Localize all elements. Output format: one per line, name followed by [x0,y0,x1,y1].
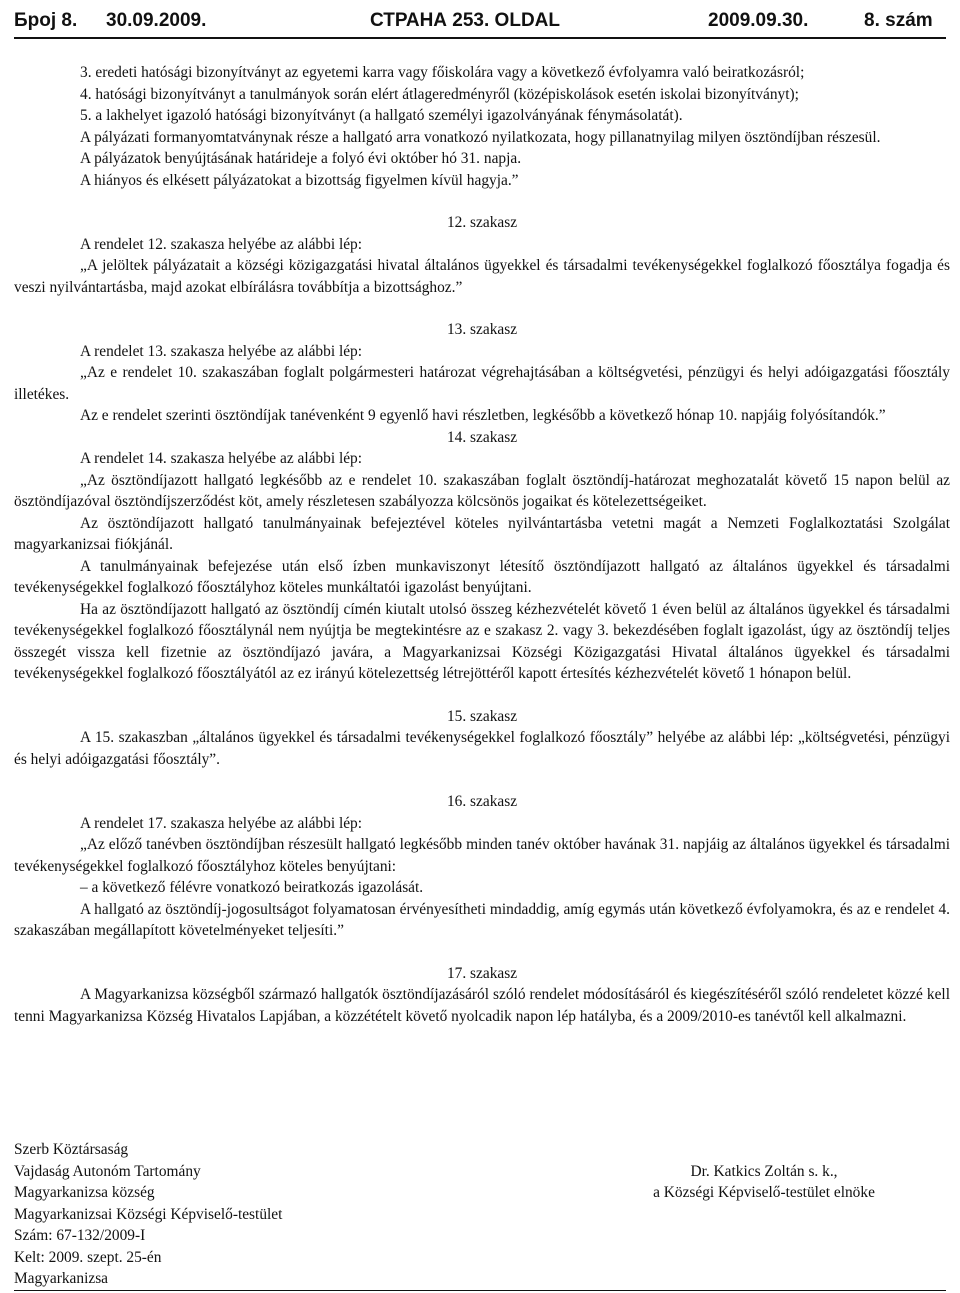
section-heading: 16. szakasz [446,793,518,810]
paragraph: A rendelet 14. szakasza helyébe az alábbi lép: [80,450,363,467]
issue-number: 8. szám [864,10,933,31]
page-number: СТРАНА 253. OLDAL [370,10,560,31]
issuer-line: Magyarkanizsa [14,1270,109,1287]
signatory [614,1161,914,1204]
section-heading: 12. szakasz [446,214,518,231]
header-date-left: 30.09.2009. [106,10,207,31]
issuer-line: Kelt: 2009. szept. 25-én [14,1248,162,1266]
paragraph: A pályázatok benyújtásának határideje a folyó évi október hó 31. napja. [80,150,522,167]
section-heading: 15. szakasz [446,707,518,725]
paragraph: „A jelöltek pályázatait a községi közigazgatási hivatal általános ügyekkel és társadalmi tevékenységekkel foglalkozó főosztálya fogadja és veszi nyilvántartásba, majd azokat elbírálásra továbbítja a bizottsághoz.” [14,257,950,296]
paragraph: A pályázati formanyomtatványnak része a hallgató arra vonatkozó nyilatkozata, hogy pillanatnyilag milyen ösztöndíjban részesül. [80,128,881,146]
paragraph: „Az ösztöndíjazott hallgató legkésőbb az e rendelet 10. szakaszában foglalt ösztöndíj-határozat meghozatalát követő 15 napon belül az ösztöndíjazóval ösztöndíjszerződést köt, amely részletesen szabályozza kölcsönös jogaikat és kötelezettségeiket. [14,471,950,510]
paragraph: A Magyarkanizsa községből származó hallgatók ösztöndíjazásáról szóló rendelet módosításáról és kiegészítéséről szóló rendeletet közzé kell tenni Magyarkanizsa Község Hivatalos Lapjában, a közzétételt követő nyolcadik napon lép hatályba, és a 2009/2010-es tanévtől kell alkalmazni. [14,986,950,1025]
paragraph: A rendelet 13. szakasza helyébe az alábbi lép: [80,342,363,360]
signatory-title: a Községi Képviselő-testület elnöke [653,1184,875,1201]
issuer-line: Magyarkanizsa község [14,1184,155,1201]
issuer-line: Vajdaság Autonóm Tartomány [14,1162,201,1180]
paragraph: A hiányos és elkésett pályázatokat a bizottság figyelmen kívül hagyja.” [80,171,519,189]
paragraph: A hallgató az ösztöndíj-jogosultságot folyamatosan érvényesítheti mindaddig, amíg egymás után következő évfolyamokra, és az e rendelet 4. szakaszában megállapított követelményeket teljesíti.” [14,900,950,939]
header-date-right: 2009.09.30. [708,10,809,31]
paragraph: A tanulmányainak befejezése után első ízben munkaviszonyt létesítő ösztöndíjazott hallgató az általános ügyekkel és társadalmi tevékenységekkel foglalkozó főosztályhoz köteles munkáltatói igazolást benyújtani. [14,557,950,596]
section-heading: 17. szakasz [446,964,518,982]
issuer-line: Magyarkanizsai Községi Képviselő-testület [14,1205,283,1223]
list-item: 4. hatósági bizonyítványt a tanulmányok során elért átlageredményről (középiskolások esetén iskolai bizonyítványt); [80,85,799,103]
issuer-line: Szám: 67-132/2009-I [14,1227,146,1244]
paragraph: „Az e rendelet 10. szakaszában foglalt polgármesteri határozat végrehajtásában a költségvetési, pénzügyi és helyi adóigazgatási főosztály illetékes. [14,364,950,403]
list-item: 5. a lakhelyet igazoló hatósági bizonyítványt (a hallgató személyi igazolványának fénymásolatát). [80,107,683,124]
footer-divider [14,1290,946,1291]
document-body [14,62,950,1027]
signatory-name: Dr. Katkics Zoltán s. k., [690,1162,838,1180]
page-header [14,6,946,38]
paragraph: Az e rendelet szerinti ösztöndíjak tanévenként 9 egyenlő havi részletben, legkésőbb a következő hónap 10. napjáig folyósítandók.” [80,407,886,424]
issue-number-cyrillic: Број 8. [14,10,78,31]
paragraph: A rendelet 17. szakasza helyébe az alábbi lép: [80,814,363,832]
paragraph: „Az előző tanévben ösztöndíjban részesült hallgató legkésőbb minden tanév október havának 31. napjáig az általános ügyekkel és társadalmi tevékenységekkel foglalkozó főosztályhoz köteles benyújtani: [14,836,950,875]
header-divider [14,37,946,39]
issuer-details [14,1139,474,1290]
list-item: 3. eredeti hatósági bizonyítványt az egyetemi karra vagy főiskolára vagy a következő évfolyamra való beiratkozásról; [80,64,805,81]
paragraph: Az ösztöndíjazott hallgató tanulmányainak befejeztével köteles nyilvántartásba vetetni magát a Nemzeti Foglalkoztatási Szolgálat magyarkanizsai fiókjánál. [14,514,950,553]
paragraph: – a következő félévre vonatkozó beiratkozás igazolását. [80,879,424,896]
issuer-line: Szerb Köztársaság [14,1141,129,1158]
paragraph: Ha az ösztöndíjazott hallgató az ösztöndíj címén kiutalt utolsó összeg kézhezvételét követő 1 éven belül az általános ügyekkel és társadalmi tevékenységekkel foglalkozó főosztálynál nem nyújtja be megtekintésre az e szakasz 2. vagy 3. bekezdésében foglalt igazolást, úgy az ösztöndíj teljes összegét vissza kell fizetnie az ösztöndíjazó javára, a Magyarkanizsai Községi Közigazgatási Hivatal általános ügyekkel és társadalmi tevékenységekkel foglalkozó főosztályától az ez irányú kötelezettség létrejöttéről kapott értesítés kézhezvételét követő 1 hónapon belül. [14,600,950,682]
section-heading: 13. szakasz [446,321,518,338]
paragraph: A rendelet 12. szakasza helyébe az alábbi lép: [80,235,363,253]
section-heading: 14. szakasz [446,428,518,446]
paragraph: A 15. szakaszban „általános ügyekkel és társadalmi tevékenységekkel foglalkozó főosztály” helyébe az alábbi lép: „költségvetési, pénzügyi és helyi adóigazgatási főosztály”. [14,729,950,768]
